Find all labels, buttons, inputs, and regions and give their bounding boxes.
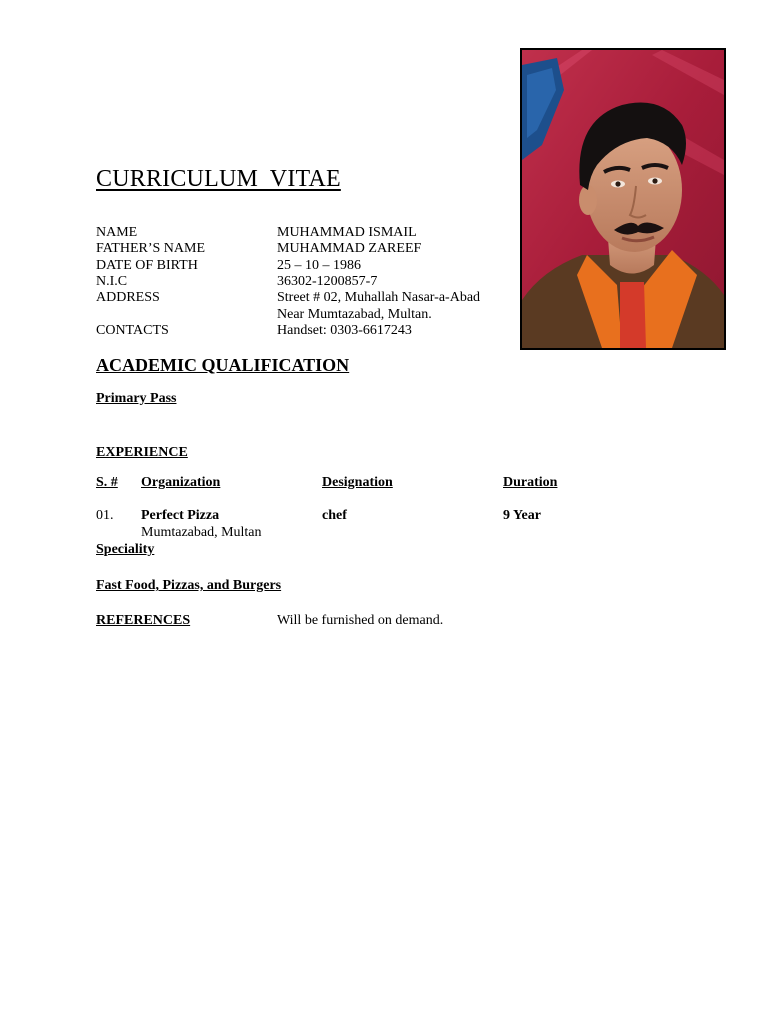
academic-value: Primary Pass	[96, 391, 177, 406]
academic-heading: ACADEMIC QUALIFICATION	[96, 355, 350, 375]
experience-row-designation: chef	[322, 508, 347, 523]
references-heading: REFERENCES	[96, 613, 191, 628]
value-date-of-birth: 25 – 10 – 1986	[277, 258, 361, 273]
value-name: MUHAMMAD ISMAIL	[277, 225, 417, 240]
portrait-photo-icon	[522, 50, 724, 348]
profile-photo	[520, 48, 726, 350]
value-address-line-2: Near Mumtazabad, Multan.	[277, 307, 432, 322]
experience-row-duration: 9 Year	[503, 508, 541, 523]
experience-heading: EXPERIENCE	[96, 445, 188, 460]
value-contacts: Handset: 0303-6617243	[277, 323, 412, 338]
value-nic: 36302-1200857-7	[277, 274, 378, 289]
label-address: ADDRESS	[96, 290, 160, 305]
experience-row-location: Mumtazabad, Multan	[141, 525, 262, 540]
page-title: CURRICULUM VITAE	[96, 166, 341, 192]
label-father-name: FATHER’S NAME	[96, 241, 206, 256]
speciality-heading: Speciality	[96, 542, 155, 557]
label-name: NAME	[96, 225, 138, 240]
label-date-of-birth: DATE OF BIRTH	[96, 258, 198, 273]
experience-row-sno: 01.	[96, 508, 114, 523]
label-nic: N.I.C	[96, 274, 128, 289]
value-father-name: MUHAMMAD ZAREEF	[277, 241, 422, 256]
experience-row-organization: Perfect Pizza	[141, 508, 220, 523]
label-contacts: CONTACTS	[96, 323, 169, 338]
column-header-sno: S. #	[96, 475, 118, 490]
column-header-duration: Duration	[503, 475, 558, 490]
speciality-value: Fast Food, Pizzas, and Burgers	[96, 578, 282, 593]
column-header-designation: Designation	[322, 475, 393, 490]
column-header-organization: Organization	[141, 475, 221, 490]
value-address-line-1: Street # 02, Muhallah Nasar-a-Abad	[277, 290, 481, 305]
references-value: Will be furnished on demand.	[277, 613, 444, 628]
